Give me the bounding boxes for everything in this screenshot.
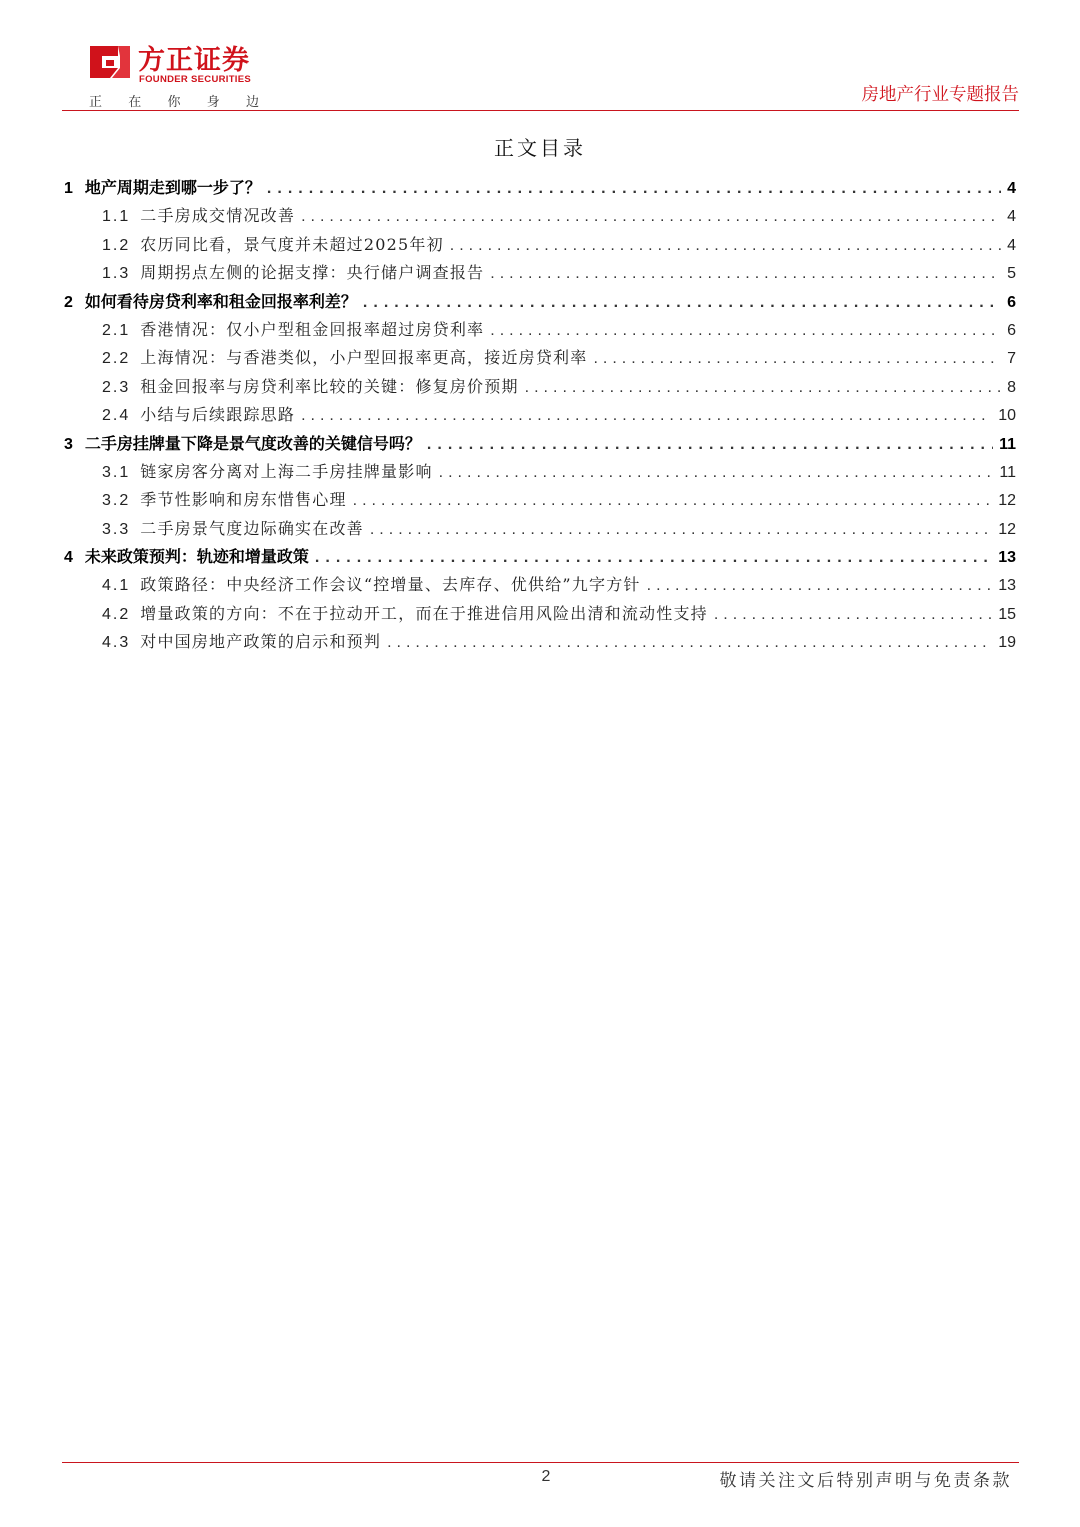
toc-dot-leader xyxy=(427,431,993,459)
toc-entry-title: 对中国房地产政策的启示和预判 xyxy=(140,632,382,652)
toc-entry-page: 19 xyxy=(998,634,1016,652)
toc-entry-page: 4 xyxy=(1007,208,1016,226)
toc-dot-leader xyxy=(267,175,1001,203)
toc-entry-page: 10 xyxy=(998,407,1016,425)
toc-dot-leader xyxy=(387,629,992,657)
toc-entry-number: 4.2 xyxy=(102,605,131,623)
toc-section-entry[interactable] xyxy=(62,458,1016,486)
toc-section-entry[interactable] xyxy=(62,373,1016,401)
toc-entry-number: 3.1 xyxy=(102,463,131,481)
page-number: 2 xyxy=(541,1468,551,1485)
toc-section-entry[interactable] xyxy=(62,486,1016,514)
toc-section-entry[interactable] xyxy=(62,571,1016,599)
toc-entry-number: 2.3 xyxy=(102,378,131,396)
toc-chapter-entry[interactable] xyxy=(62,543,1016,571)
toc-entry-title: 链家房客分离对上海二手房挂牌量影响 xyxy=(140,461,433,481)
toc-entry-title: 上海情况：与香港类似，小户型回报率更高，接近房贷利率 xyxy=(140,348,588,368)
toc-dot-leader xyxy=(450,232,1001,260)
toc-entry-title: 周期拐点左侧的论据支撑：央行储户调查报告 xyxy=(140,263,485,283)
toc-dot-leader xyxy=(353,487,993,515)
toc-section-entry[interactable] xyxy=(62,316,1016,344)
toc-entry-page: 11 xyxy=(999,463,1016,481)
slogan xyxy=(89,91,259,110)
toc-dot-leader xyxy=(315,544,992,572)
toc-dot-leader xyxy=(647,572,993,600)
toc-entry-page: 13 xyxy=(998,549,1016,567)
toc-entry-number: 1.1 xyxy=(102,208,131,226)
toc-section-entry[interactable] xyxy=(62,202,1016,230)
toc-dot-leader xyxy=(370,516,992,544)
toc-entry-number: 4.1 xyxy=(102,577,131,595)
founder-securities-logo xyxy=(88,40,328,88)
toc-entry-title: 香港情况：仅小户型租金回报率超过房贷利率 xyxy=(140,319,485,339)
footer-divider xyxy=(62,1462,1019,1463)
toc-dot-leader xyxy=(301,402,992,430)
toc-entry-page: 7 xyxy=(1007,350,1016,368)
toc-entry-title: 二手房成交情况改善 xyxy=(140,206,296,226)
toc-title: 正文目录 xyxy=(494,136,586,160)
toc-section-entry[interactable] xyxy=(62,344,1016,372)
toc-entry-number: 4.3 xyxy=(102,634,131,652)
toc-dot-leader xyxy=(490,317,1001,345)
page-header xyxy=(62,36,1019,112)
toc-section-entry[interactable] xyxy=(62,628,1016,656)
table-of-contents xyxy=(62,174,1016,657)
toc-dot-leader xyxy=(714,601,992,629)
toc-entry-number: 1.3 xyxy=(102,265,131,283)
toc-section-entry[interactable] xyxy=(62,515,1016,543)
toc-entry-page: 15 xyxy=(998,605,1016,623)
toc-chapter-entry[interactable] xyxy=(62,174,1016,202)
toc-entry-number: 2 xyxy=(64,293,73,311)
slogan-char: 在 xyxy=(128,95,142,110)
toc-entry-number: 2.1 xyxy=(102,321,131,339)
toc-entry-title: 二手房挂牌量下降是景气度改善的关键信号吗？ xyxy=(84,433,421,453)
toc-dot-leader xyxy=(363,289,1001,317)
toc-dot-leader xyxy=(490,260,1001,288)
toc-chapter-entry[interactable] xyxy=(62,430,1016,458)
toc-entry-number: 3.2 xyxy=(102,492,131,510)
toc-chapter-entry[interactable] xyxy=(62,288,1016,316)
toc-entry-page: 4 xyxy=(1007,236,1016,254)
toc-entry-number: 4 xyxy=(64,549,73,567)
toc-entry-title: 农历同比看，景气度并未超过2025年初 xyxy=(140,234,444,254)
toc-section-entry[interactable] xyxy=(62,401,1016,429)
disclaimer-text: 敬请关注文后特别声明与免责条款 xyxy=(719,1471,1012,1491)
toc-dot-leader xyxy=(301,203,1001,231)
toc-dot-leader xyxy=(525,374,1001,402)
toc-entry-page: 5 xyxy=(1007,265,1016,283)
founder-logo-icon xyxy=(88,40,132,84)
toc-entry-page: 12 xyxy=(998,492,1016,510)
logo-chinese-name: 方正证券 xyxy=(138,45,250,76)
toc-entry-page: 12 xyxy=(998,520,1016,538)
toc-entry-number: 2.4 xyxy=(102,407,131,425)
toc-entry-number: 3.3 xyxy=(102,520,131,538)
logo-english-name: FOUNDER SECURITIES xyxy=(139,74,252,85)
toc-entry-page: 13 xyxy=(998,577,1016,595)
toc-entry-title: 二手房景气度边际确实在改善 xyxy=(140,518,364,538)
toc-section-entry[interactable] xyxy=(62,231,1016,259)
toc-entry-title: 租金回报率与房贷利率比较的关键：修复房价预期 xyxy=(140,376,519,396)
toc-entry-number: 1.2 xyxy=(102,236,131,254)
toc-dot-leader xyxy=(593,345,1001,373)
toc-section-entry[interactable] xyxy=(62,600,1016,628)
toc-entry-page: 8 xyxy=(1007,378,1016,396)
slogan-char: 正 xyxy=(89,95,103,110)
toc-entry-title: 政策路径：中央经济工作会议“控增量、去库存、优供给”九字方针 xyxy=(140,575,641,595)
toc-entry-title: 增量政策的方向：不在于拉动开工，而在于推进信用风险出清和流动性支持 xyxy=(140,603,708,623)
slogan-char: 你 xyxy=(167,95,181,110)
toc-entry-page: 6 xyxy=(1007,293,1016,311)
toc-entry-title: 未来政策预判：轨迹和增量政策 xyxy=(84,547,309,567)
toc-entry-title: 小结与后续跟踪思路 xyxy=(140,405,296,425)
toc-entry-title: 季节性影响和房东惜售心理 xyxy=(140,490,347,510)
toc-entry-title: 如何看待房贷利率和租金回报率利差？ xyxy=(84,291,357,311)
toc-entry-number: 3 xyxy=(64,435,73,453)
toc-entry-page: 11 xyxy=(999,435,1016,453)
toc-entry-page: 4 xyxy=(1007,180,1016,197)
slogan-char: 身 xyxy=(206,95,220,110)
slogan-char: 边 xyxy=(245,95,259,110)
toc-entry-number: 1 xyxy=(64,180,73,197)
toc-entry-page: 6 xyxy=(1007,321,1016,339)
toc-entry-number: 2.2 xyxy=(102,350,131,368)
header-divider xyxy=(62,110,1019,111)
toc-dot-leader xyxy=(439,459,994,487)
report-type: 房地产行业专题报告 xyxy=(861,85,1019,105)
toc-section-entry[interactable] xyxy=(62,259,1016,287)
toc-entry-title: 地产周期走到哪一步了？ xyxy=(84,178,261,197)
